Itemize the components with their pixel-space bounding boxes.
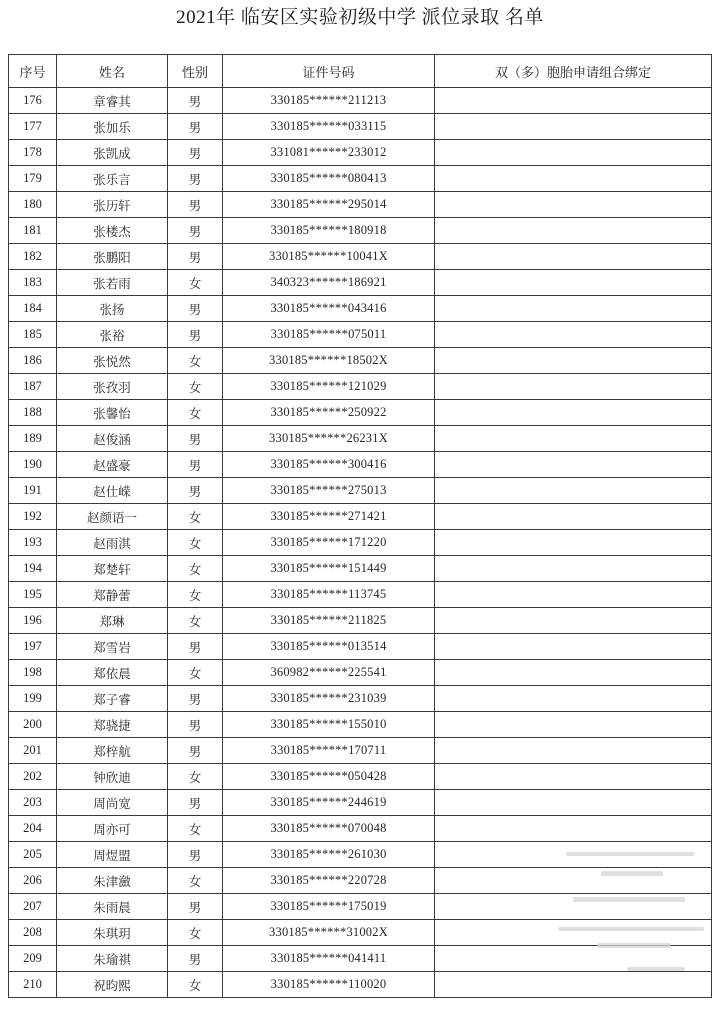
table-row [9,88,712,114]
cell-gender: 女 [168,400,223,426]
cell-id-number: 330185******261030 [223,842,435,868]
cell-serial-number: 184 [9,296,57,322]
cell-name: 祝昀熙 [57,972,168,998]
cell-name: 张加乐 [57,114,168,140]
page-title: 2021年 临安区实验初级中学 派位录取 名单 [176,7,544,28]
cell-twin-binding [435,296,712,322]
header-twin-binding: 双（多）胞胎申请组合绑定 [435,55,712,88]
cell-id-number: 330185******080413 [223,166,435,192]
table-row [9,556,712,582]
table-row [9,400,712,426]
table-row [9,114,712,140]
cell-twin-binding [435,348,712,374]
cell-id-number: 330185******10041X [223,244,435,270]
cell-name: 张裕 [57,322,168,348]
cell-serial-number: 199 [9,686,57,712]
cell-id-number: 330185******244619 [223,790,435,816]
cell-serial-number: 182 [9,244,57,270]
table-row [9,296,712,322]
cell-serial-number: 201 [9,738,57,764]
cell-id-number: 330185******211213 [223,88,435,114]
table-row [9,712,712,738]
cell-name: 张历轩 [57,192,168,218]
table-row [9,348,712,374]
admission-roster-table [8,54,712,998]
cell-name: 张悦然 [57,348,168,374]
cell-id-number: 330185******295014 [223,192,435,218]
cell-id-number: 330185******180918 [223,218,435,244]
table-row [9,790,712,816]
cell-name: 赵雨淇 [57,530,168,556]
cell-gender: 男 [168,738,223,764]
cell-id-number: 330185******250922 [223,400,435,426]
cell-serial-number: 208 [9,920,57,946]
cell-gender: 女 [168,374,223,400]
cell-twin-binding [435,556,712,582]
cell-id-number: 330185******121029 [223,374,435,400]
cell-name: 郑子睿 [57,686,168,712]
cell-gender: 男 [168,842,223,868]
cell-serial-number: 207 [9,894,57,920]
cell-gender: 男 [168,166,223,192]
cell-id-number: 330185******070048 [223,816,435,842]
cell-serial-number: 194 [9,556,57,582]
cell-gender: 男 [168,790,223,816]
cell-twin-binding [435,400,712,426]
cell-gender: 女 [168,582,223,608]
cell-id-number: 330185******041411 [223,946,435,972]
watermark-mark [597,943,671,948]
table-row [9,582,712,608]
cell-name: 张扬 [57,296,168,322]
cell-id-number: 330185******113745 [223,582,435,608]
cell-gender: 女 [168,530,223,556]
cell-name: 赵颜语一 [57,504,168,530]
table-row [9,972,712,998]
table-row [9,192,712,218]
cell-serial-number: 209 [9,946,57,972]
cell-twin-binding [435,218,712,244]
watermark-mark [566,852,694,856]
cell-serial-number: 185 [9,322,57,348]
cell-gender: 女 [168,270,223,296]
cell-gender: 男 [168,478,223,504]
cell-id-number: 330185******275013 [223,478,435,504]
cell-id-number: 330185******231039 [223,686,435,712]
cell-serial-number: 195 [9,582,57,608]
cell-gender: 女 [168,556,223,582]
cell-twin-binding [435,322,712,348]
cell-name: 郑楚轩 [57,556,168,582]
cell-id-number: 330185******043416 [223,296,435,322]
cell-id-number: 330185******170711 [223,738,435,764]
cell-id-number: 330185******31002X [223,920,435,946]
cell-name: 朱瑜祺 [57,946,168,972]
cell-twin-binding [435,270,712,296]
cell-serial-number: 180 [9,192,57,218]
cell-gender: 男 [168,894,223,920]
cell-id-number: 330185******26231X [223,426,435,452]
cell-twin-binding [435,816,712,842]
cell-id-number: 330185******271421 [223,504,435,530]
table-row [9,608,712,634]
watermark-mark [558,927,704,931]
cell-twin-binding [435,738,712,764]
table-row [9,218,712,244]
header-id-number: 证件号码 [223,55,435,88]
cell-name: 郑琳 [57,608,168,634]
cell-serial-number: 198 [9,660,57,686]
cell-serial-number: 202 [9,764,57,790]
table-row [9,322,712,348]
cell-id-number: 330185******013514 [223,634,435,660]
cell-twin-binding [435,634,712,660]
cell-gender: 男 [168,686,223,712]
cell-id-number: 330185******075011 [223,322,435,348]
cell-id-number: 330185******151449 [223,556,435,582]
cell-name: 钟欣迪 [57,764,168,790]
cell-serial-number: 204 [9,816,57,842]
table-row [9,478,712,504]
cell-serial-number: 188 [9,400,57,426]
cell-gender: 女 [168,608,223,634]
cell-gender: 女 [168,764,223,790]
cell-gender: 男 [168,192,223,218]
cell-twin-binding [435,790,712,816]
cell-gender: 男 [168,244,223,270]
cell-gender: 男 [168,218,223,244]
cell-serial-number: 178 [9,140,57,166]
cell-name: 郑雪岩 [57,634,168,660]
cell-gender: 女 [168,816,223,842]
cell-serial-number: 192 [9,504,57,530]
cell-serial-number: 181 [9,218,57,244]
cell-name: 朱琪玥 [57,920,168,946]
cell-id-number: 330185******175019 [223,894,435,920]
cell-gender: 女 [168,660,223,686]
cell-twin-binding [435,972,712,998]
cell-twin-binding [435,660,712,686]
cell-twin-binding [435,478,712,504]
cell-name: 郑依晨 [57,660,168,686]
cell-id-number: 330185******050428 [223,764,435,790]
cell-twin-binding [435,686,712,712]
cell-twin-binding [435,426,712,452]
cell-twin-binding [435,140,712,166]
cell-serial-number: 191 [9,478,57,504]
cell-id-number: 330185******300416 [223,452,435,478]
table-row [9,244,712,270]
cell-gender: 男 [168,946,223,972]
cell-id-number: 330185******110020 [223,972,435,998]
watermark-mark [601,871,663,876]
cell-twin-binding [435,608,712,634]
table-row [9,946,712,972]
cell-name: 朱津瀲 [57,868,168,894]
cell-gender: 男 [168,114,223,140]
cell-twin-binding [435,192,712,218]
cell-gender: 男 [168,426,223,452]
cell-serial-number: 179 [9,166,57,192]
cell-serial-number: 196 [9,608,57,634]
cell-gender: 女 [168,972,223,998]
cell-name: 张馨怡 [57,400,168,426]
header-name: 姓名 [57,55,168,88]
cell-twin-binding [435,530,712,556]
cell-gender: 男 [168,452,223,478]
cell-name: 张乐言 [57,166,168,192]
header-gender: 性别 [168,55,223,88]
cell-serial-number: 197 [9,634,57,660]
cell-gender: 男 [168,140,223,166]
table-row [9,270,712,296]
cell-twin-binding [435,868,712,894]
cell-twin-binding [435,764,712,790]
table-row [9,504,712,530]
cell-twin-binding [435,452,712,478]
cell-gender: 男 [168,712,223,738]
cell-twin-binding [435,920,712,946]
table-row [9,166,712,192]
table-row [9,452,712,478]
cell-gender: 女 [168,868,223,894]
cell-id-number: 330185******033115 [223,114,435,140]
cell-name: 周尚宽 [57,790,168,816]
header-row [9,55,712,88]
cell-name: 郑梓航 [57,738,168,764]
table-row [9,764,712,790]
cell-gender: 女 [168,504,223,530]
cell-gender: 男 [168,296,223,322]
cell-serial-number: 176 [9,88,57,114]
cell-name: 章睿其 [57,88,168,114]
table-row [9,738,712,764]
cell-gender: 男 [168,88,223,114]
cell-name: 张鹏阳 [57,244,168,270]
cell-name: 郑静蕾 [57,582,168,608]
cell-gender: 男 [168,322,223,348]
cell-twin-binding [435,166,712,192]
cell-serial-number: 210 [9,972,57,998]
cell-serial-number: 177 [9,114,57,140]
cell-serial-number: 193 [9,530,57,556]
header-serial-number: 序号 [9,55,57,88]
cell-gender: 男 [168,634,223,660]
table-row [9,374,712,400]
cell-serial-number: 205 [9,842,57,868]
table-row [9,660,712,686]
cell-serial-number: 189 [9,426,57,452]
cell-serial-number: 183 [9,270,57,296]
table-row [9,686,712,712]
cell-name: 赵俊涵 [57,426,168,452]
cell-twin-binding [435,582,712,608]
cell-name: 赵盛豪 [57,452,168,478]
table-row [9,530,712,556]
table-row [9,140,712,166]
watermark-mark [627,967,685,971]
cell-id-number: 330185******18502X [223,348,435,374]
watermark-mark [573,897,685,902]
cell-name: 朱雨晨 [57,894,168,920]
cell-id-number: 360982******225541 [223,660,435,686]
cell-id-number: 331081******233012 [223,140,435,166]
table-row [9,634,712,660]
cell-serial-number: 200 [9,712,57,738]
cell-id-number: 330185******155010 [223,712,435,738]
table-body [9,88,712,998]
cell-name: 张孜羽 [57,374,168,400]
cell-twin-binding [435,712,712,738]
cell-twin-binding [435,88,712,114]
cell-name: 郑骁捷 [57,712,168,738]
cell-id-number: 330185******220728 [223,868,435,894]
cell-twin-binding [435,114,712,140]
cell-id-number: 330185******211825 [223,608,435,634]
cell-serial-number: 187 [9,374,57,400]
cell-serial-number: 186 [9,348,57,374]
cell-gender: 女 [168,920,223,946]
cell-name: 张凯成 [57,140,168,166]
cell-name: 周亦可 [57,816,168,842]
table-row [9,816,712,842]
cell-serial-number: 203 [9,790,57,816]
cell-name: 周煜盟 [57,842,168,868]
cell-twin-binding [435,504,712,530]
cell-id-number: 340323******186921 [223,270,435,296]
cell-id-number: 330185******171220 [223,530,435,556]
table-row [9,920,712,946]
cell-twin-binding [435,244,712,270]
table-row [9,426,712,452]
cell-serial-number: 190 [9,452,57,478]
cell-name: 赵仕嵘 [57,478,168,504]
cell-serial-number: 206 [9,868,57,894]
cell-name: 张若雨 [57,270,168,296]
cell-name: 张楼杰 [57,218,168,244]
cell-twin-binding [435,374,712,400]
cell-gender: 女 [168,348,223,374]
